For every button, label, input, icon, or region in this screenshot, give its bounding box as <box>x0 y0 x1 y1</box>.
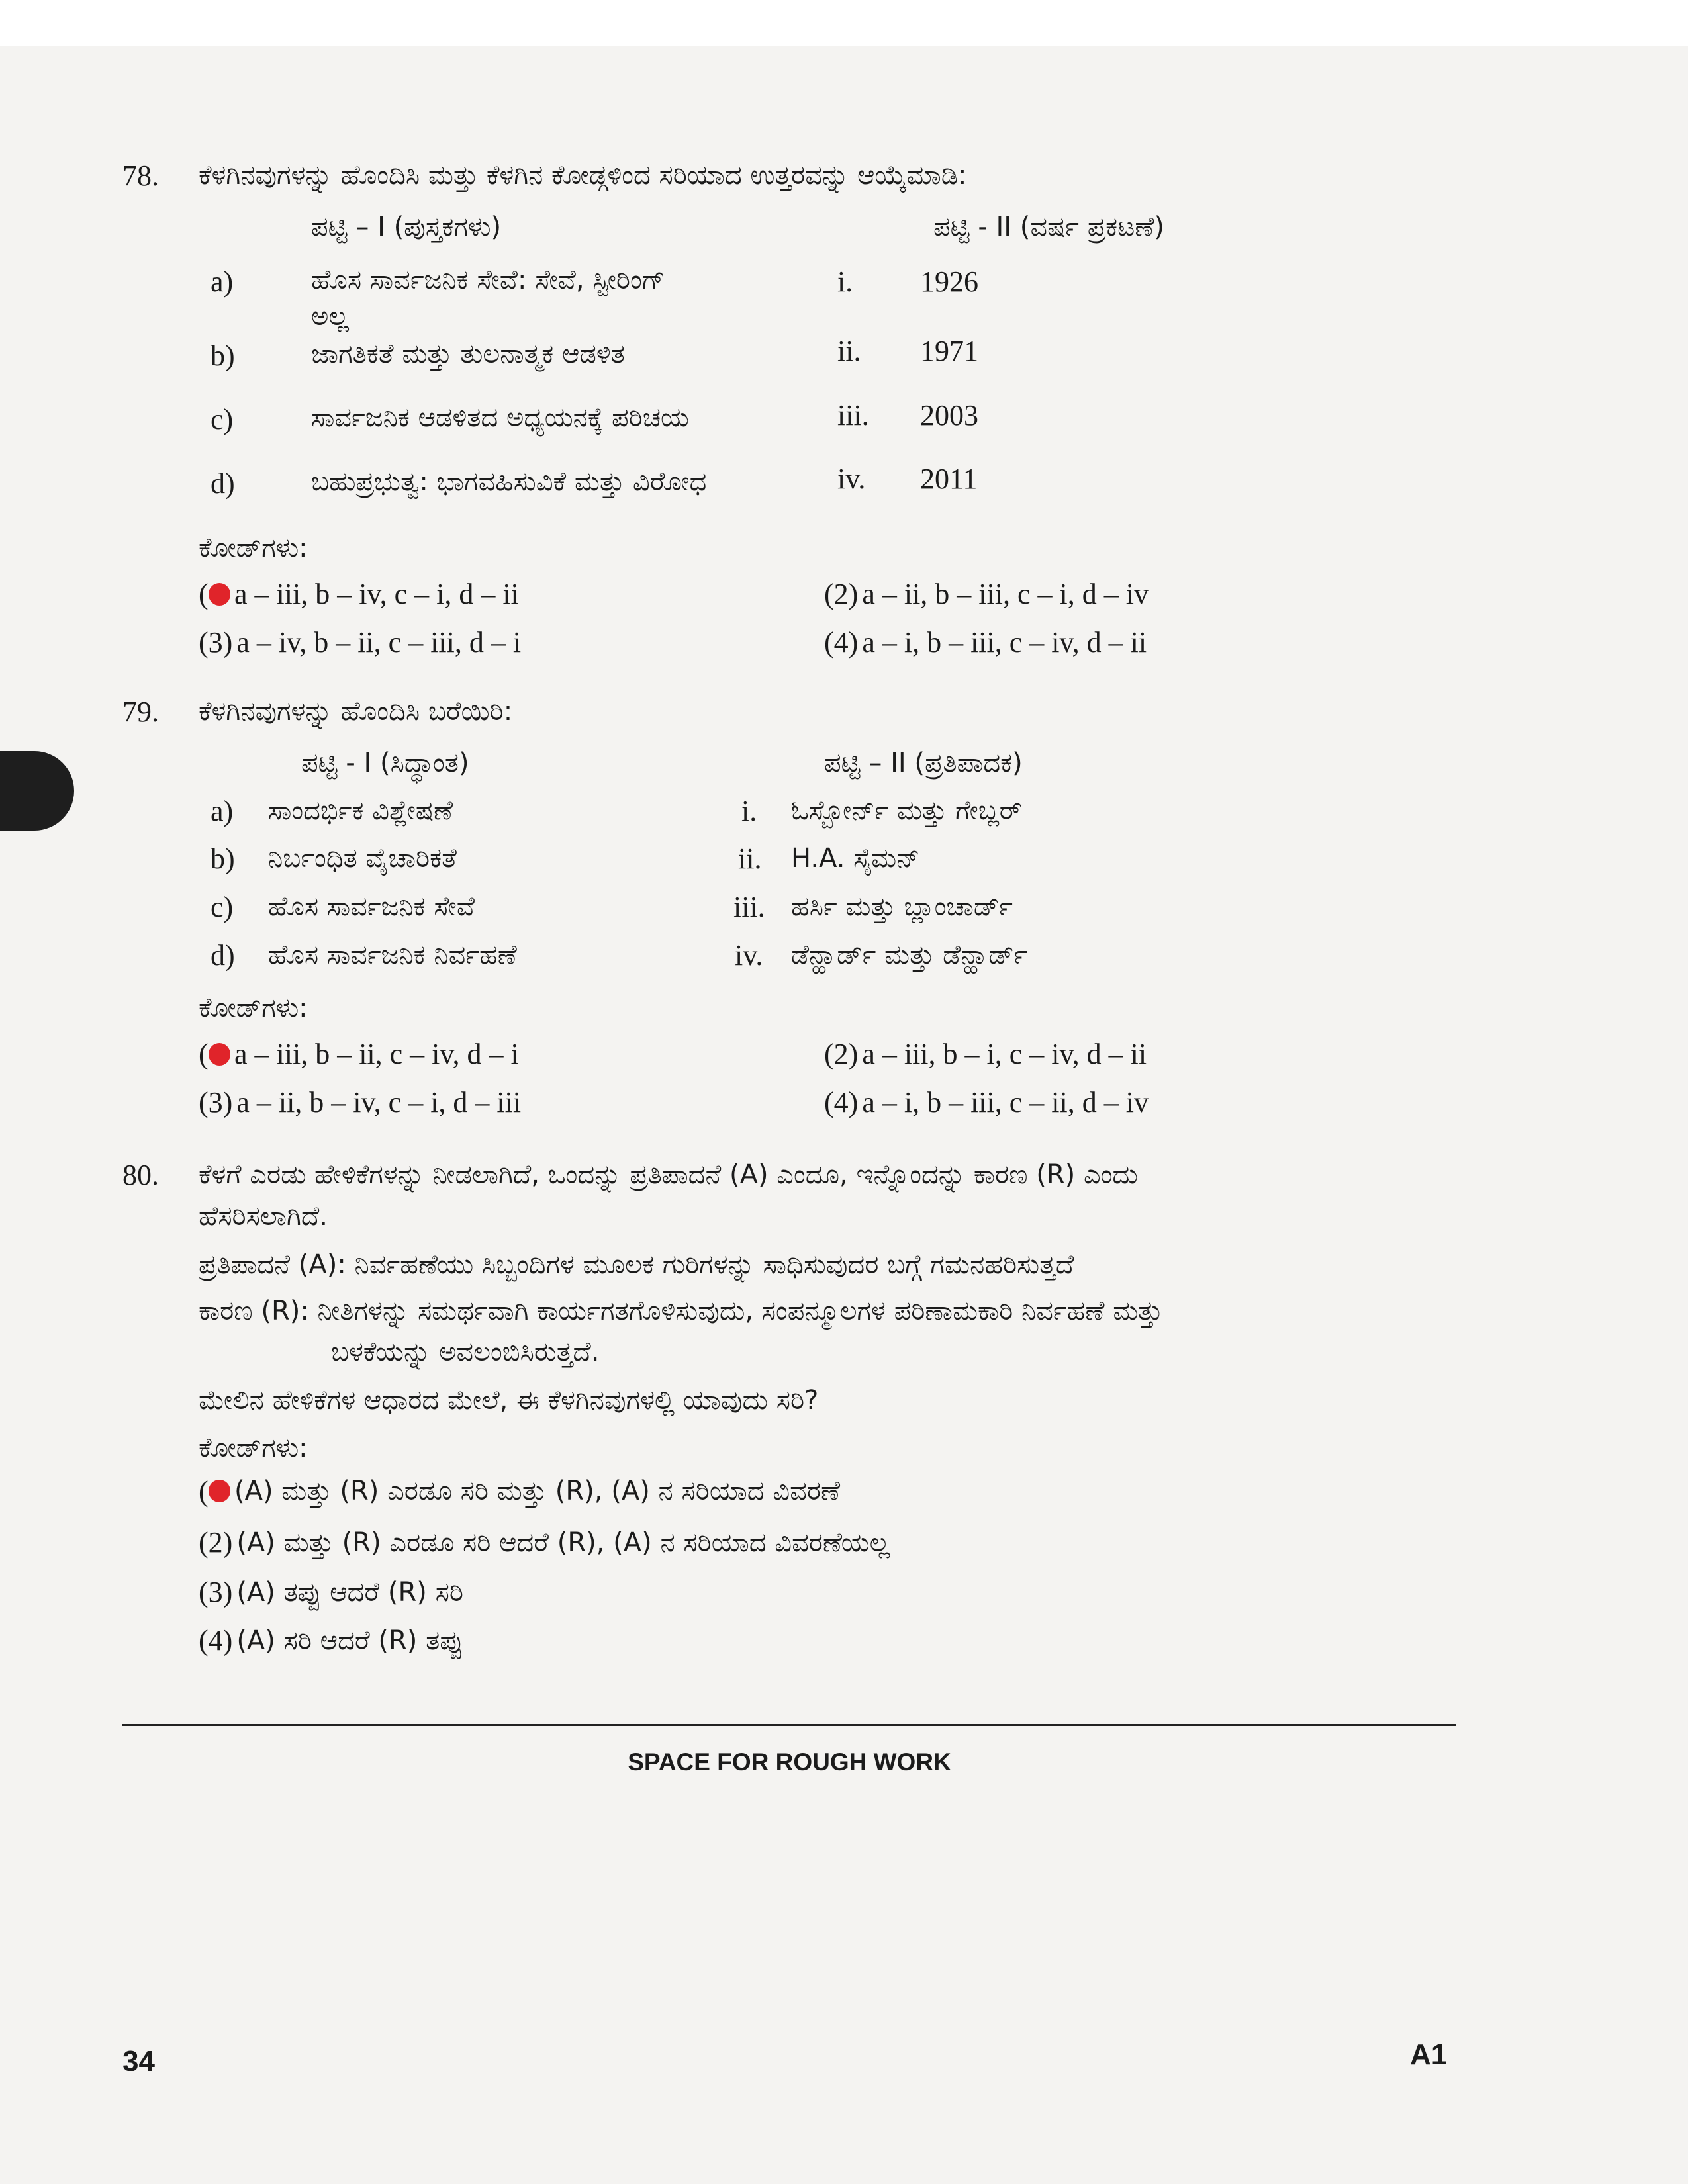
option-3[interactable] <box>199 1085 521 1119</box>
row-item-continued: ಅಲ್ಲ <box>311 301 350 332</box>
option-marker: (4) <box>199 1624 233 1657</box>
option-text: (A) ಸರಿ ಆದರೆ (R) ತಪ್ಪು <box>236 1625 463 1656</box>
option-4[interactable] <box>199 1623 463 1657</box>
row-item: ಸಾಂದರ್ಭಿಕ ವಿಶ್ಲೇಷಣೆ <box>268 796 453 826</box>
option-1[interactable] <box>199 577 519 611</box>
codes-label: ಕೋಡ್‌ಗಳು: <box>199 1433 308 1463</box>
question-prompt: ಮೇಲಿನ ಹೇಳಿಕೆಗಳ ಆಧಾರದ ಮೇಲೆ, ಈ ಕೆಳಗಿನವುಗಳಲ್ಲಿ ಯಾವುದು ಸರಿ? <box>199 1385 819 1416</box>
option-text: (A) ತಪ್ಪು ಆದರೆ (R) ಸರಿ <box>236 1576 463 1608</box>
option-text: a – ii, b – iii, c – i, d – iv <box>862 578 1149 610</box>
row-match: 2003 <box>920 399 978 432</box>
row-match: ಓಸ್ಬೋರ್ನ್ ಮತ್ತು ಗೇಬ್ಲರ್ <box>791 796 1022 826</box>
option-1[interactable] <box>199 1476 840 1506</box>
question-intro: ಕೆಳಗೆ ಎರಡು ಹೇಳಿಕೆಗಳನ್ನು ನೀಡಲಾಗಿದೆ, ಒಂದನ್ನು ಪ್ರತಿಪಾದನೆ (A) ಎಂದೂ, ಇನ್ನೊಂದನ್ನು ಕಾರಣ (R) ಎಂದು <box>199 1160 1138 1190</box>
row-item: ಜಾಗತಿಕತೆ ಮತ್ತು ತುಲನಾತ್ಮಕ ಆಡಳಿತ <box>311 339 625 369</box>
row-numeral: i. <box>741 795 757 827</box>
selected-answer-mark: ( <box>199 579 230 610</box>
scan-top-margin <box>0 0 1688 46</box>
row-numeral: iii. <box>733 891 765 923</box>
row-match: 1971 <box>920 335 978 367</box>
page-number: 34 <box>122 2045 155 2077</box>
booklet-code: A1 <box>1410 2038 1448 2071</box>
row-numeral: iv. <box>735 939 763 972</box>
option-3[interactable] <box>199 1575 463 1609</box>
option-1[interactable] <box>199 1037 519 1071</box>
list-1-heading: ಪಟ್ಟಿ - I (ಸಿದ್ಧಾಂತ) <box>301 748 469 778</box>
reason-text: ಕಾರಣ (R): ನೀತಿಗಳನ್ನು ಸಮರ್ಥವಾಗಿ ಕಾರ್ಯಗತಗೊಳಿಸುವುದು, ಸಂಪನ್ಮೂಲಗಳ ಪರಿಣಾಮಕಾರಿ ನಿರ್ವಹಣೆ ಮತ್ತು <box>199 1296 1163 1326</box>
row-key: a) <box>211 265 234 298</box>
row-key: b) <box>211 340 235 372</box>
row-item: ಬಹುಪ್ರಭುತ್ವ: ಭಾಗವಹಿಸುವಿಕೆ ಮತ್ತು ವಿರೋಧ <box>311 467 707 497</box>
option-text: a – i, b – iii, c – ii, d – iv <box>862 1086 1149 1118</box>
option-marker: (2) <box>824 1038 859 1070</box>
row-match: H.A. ಸೈಮನ್ <box>791 843 920 874</box>
row-key: a) <box>211 795 234 827</box>
list-2-heading: ಪಟ್ಟಿ – II (ಪ್ರತಿಪಾದಕ) <box>824 748 1023 778</box>
row-numeral: i. <box>837 265 853 298</box>
option-2[interactable] <box>824 1037 1147 1071</box>
option-text: a – ii, b – iv, c – i, d – iii <box>236 1086 522 1118</box>
selected-answer-mark: ( <box>199 1476 230 1506</box>
rough-work-label: SPACE FOR ROUGH WORK <box>628 1749 951 1776</box>
option-marker: (3) <box>199 1576 233 1608</box>
option-text: (A) ಮತ್ತು (R) ಎರಡೂ ಸರಿ ಮತ್ತು (R), (A) ನ ಸರಿಯಾದ ವಿವರಣೆ <box>234 1476 841 1506</box>
reason-text-continued: ಬಳಕೆಯನ್ನು ಅವಲಂಬಿಸಿರುತ್ತದೆ. <box>331 1337 600 1367</box>
list-2-heading: ಪಟ್ಟಿ - II (ವರ್ಷ ಪ್ರಕಟಣೆ) <box>933 212 1164 242</box>
option-marker: (4) <box>824 626 859 659</box>
option-marker: (2) <box>824 578 859 610</box>
question-number: 78. <box>122 159 159 192</box>
question-number: 79. <box>122 696 159 728</box>
question-intro-continued: ಹೆಸರಿಸಲಾಗಿದೆ. <box>199 1201 328 1232</box>
row-key: c) <box>211 403 234 435</box>
selected-answer-mark: ( <box>199 1039 230 1069</box>
option-text: a – iii, b – i, c – iv, d – ii <box>862 1038 1147 1070</box>
option-text: a – iv, b – ii, c – iii, d – i <box>236 626 522 659</box>
row-match: 2011 <box>920 463 978 495</box>
row-match: ಡೆನ್ಹಾರ್ಡ್ ಮತ್ತು ಡೆನ್ಹಾರ್ಡ್ <box>791 940 1028 970</box>
row-match: ಹರ್ಸಿ ಮತ್ತು ಬ್ಲಾಂಚಾರ್ಡ್ <box>791 891 1013 922</box>
option-4[interactable] <box>824 625 1147 659</box>
option-2[interactable] <box>199 1525 890 1559</box>
codes-label: ಕೋಡ್‌ಗಳು: <box>199 533 308 563</box>
option-marker: (2) <box>199 1526 233 1559</box>
option-2[interactable] <box>824 577 1149 611</box>
row-key: d) <box>211 467 235 500</box>
option-4[interactable] <box>824 1085 1149 1119</box>
row-numeral: ii. <box>738 842 762 875</box>
option-3[interactable] <box>199 625 521 659</box>
option-text: a – iii, b – iv, c – i, d – ii <box>234 578 519 610</box>
row-item: ಹೊಸ ಸಾರ್ವಜನಿಕ ಸೇವೆ <box>268 891 475 922</box>
question-number: 80. <box>122 1159 159 1191</box>
row-numeral: iii. <box>837 399 869 432</box>
option-text: (A) ಮತ್ತು (R) ಎರಡೂ ಸರಿ ಆದರೆ (R), (A) ನ ಸರಿಯಾದ ವಿವರಣೆಯಲ್ಲ <box>236 1527 890 1558</box>
page-edge-tab <box>0 751 74 831</box>
option-text: a – iii, b – ii, c – iv, d – i <box>234 1038 519 1070</box>
row-numeral: iv. <box>837 463 866 495</box>
question-text: ಕೆಳಗಿನವುಗಳನ್ನು ಹೊಂದಿಸಿ ಬರೆಯಿರಿ: <box>199 696 513 727</box>
option-marker: (4) <box>824 1086 859 1118</box>
row-item: ಹೊಸ ಸಾರ್ವಜನಿಕ ಸೇವೆ: ಸೇವೆ, ಸ್ಟೀರಿಂಗ್ <box>311 265 665 295</box>
option-text: a – i, b – iii, c – iv, d – ii <box>862 626 1147 659</box>
row-numeral: ii. <box>837 335 861 367</box>
row-match: 1926 <box>920 265 978 298</box>
exam-page <box>0 46 1688 2184</box>
divider-line <box>122 1724 1456 1726</box>
row-key: d) <box>211 939 235 972</box>
question-text: ಕೆಳಗಿನವುಗಳನ್ನು ಹೊಂದಿಸಿ ಮತ್ತು ಕೆಳಗಿನ ಕೋಡ್ಗಳಿಂದ ಸರಿಯಾದ ಉತ್ತರವನ್ನು ಆಯ್ಕೆಮಾಡಿ: <box>199 160 967 191</box>
row-key: c) <box>211 891 234 923</box>
row-item: ಸಾರ್ವಜನಿಕ ಆಡಳಿತದ ಅಧ್ಯಯನಕ್ಕೆ ಪರಿಚಯ <box>311 402 689 433</box>
row-item: ನಿರ್ಬಂಧಿತ ವೈಚಾರಿಕತೆ <box>268 843 457 874</box>
option-marker: (3) <box>199 1086 233 1118</box>
row-item: ಹೊಸ ಸಾರ್ವಜನಿಕ ನಿರ್ವಹಣೆ <box>268 940 517 970</box>
option-marker: (3) <box>199 626 233 659</box>
row-key: b) <box>211 842 235 875</box>
codes-label: ಕೋಡ್‌ಗಳು: <box>199 993 308 1023</box>
list-1-heading: ಪಟ್ಟಿ – I (ಪುಸ್ತಕಗಳು) <box>311 212 502 242</box>
assertion-text: ಪ್ರತಿಪಾದನೆ (A): ನಿರ್ವಹಣೆಯು ಸಿಬ್ಬಂದಿಗಳ ಮೂಲಕ ಗುರಿಗಳನ್ನು ಸಾಧಿಸುವುದರ ಬಗ್ಗೆ ಗಮನಹರಿಸುತ್ತದೆ <box>199 1250 1074 1280</box>
